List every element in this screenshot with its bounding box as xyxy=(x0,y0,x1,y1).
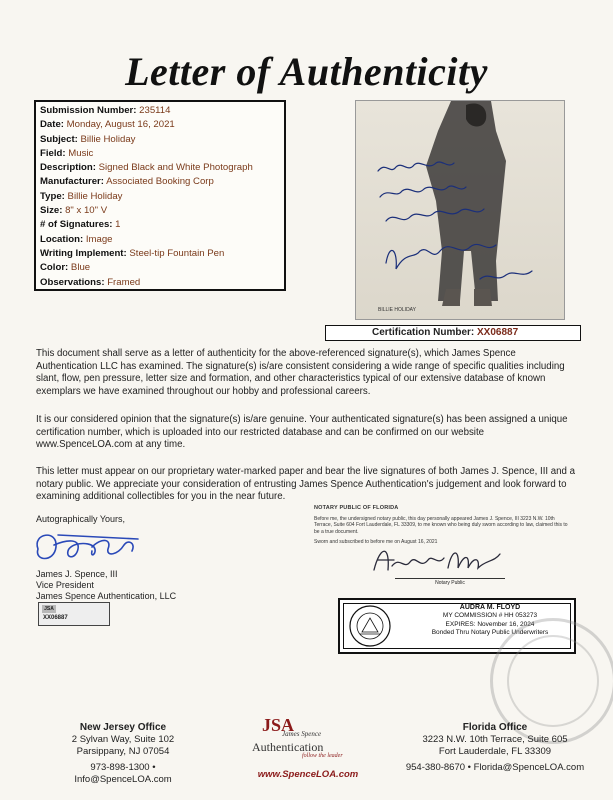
stamp-name: AUDRA M. FLOYD xyxy=(459,604,521,611)
office-florida xyxy=(395,722,595,774)
certification-number xyxy=(325,325,581,341)
detail-value: Framed xyxy=(107,276,141,288)
detail-label: Date: xyxy=(40,119,64,131)
detail-value: Associated Booking Corp xyxy=(106,176,214,188)
detail-label: Submission Number: xyxy=(40,105,137,116)
closing-text: Autographically Yours, xyxy=(36,514,126,524)
detail-row-color xyxy=(40,261,280,275)
page-title: Letter of Authenticity xyxy=(125,49,488,94)
office-heading: New Jersey Office xyxy=(79,722,167,733)
detail-row-signatures xyxy=(40,218,280,232)
notary-body: Before me, the undersigned notary public, this day personally appeared James J. Spence, III 3223 N.W. 10th Terrace, Suite 604 Fort Lauderdale, FL 33309, to me known who being duly sworn according to law, claimed this to be a true document. xyxy=(314,515,568,535)
signoff-block xyxy=(36,514,236,602)
office-new-jersey xyxy=(48,722,198,786)
office-address-1: 3223 N.W. 10th Terrace, Suite 605 xyxy=(422,734,568,745)
stamp-expires: EXPIRES: November 16, 2024 xyxy=(445,620,535,628)
detail-label: Description: xyxy=(40,162,96,174)
paragraph-3: This letter must appear on our proprietary water-marked paper and bear the live signatures of both James J. Spence, III and a notary public. We appreciate your consideration of entrusting James Spence Authentication's judgement and look forward to examining additional collectibles for you in the near future. xyxy=(36,466,576,503)
detail-label: Subject: xyxy=(40,133,78,145)
detail-label: Size: xyxy=(40,205,63,217)
detail-row-description xyxy=(40,161,280,175)
state-seal-icon xyxy=(348,604,392,648)
detail-value: Signed Black and White Photograph xyxy=(98,162,253,174)
detail-row-submission xyxy=(40,104,280,118)
notary-signature xyxy=(360,540,520,580)
detail-row-location xyxy=(40,233,280,247)
sticker-number: XX06887 xyxy=(43,615,68,621)
office-contact: 973-898-1300 • Info@SpenceLOA.com xyxy=(74,762,172,785)
office-address-1: 2 Sylvan Way, Suite 102 xyxy=(71,734,175,745)
detail-label: Color: xyxy=(40,262,69,274)
detail-value: Steel-tip Fountain Pen xyxy=(129,247,225,259)
office-address-2: Parsippany, NJ 07054 xyxy=(76,746,170,757)
detail-row-manufacturer xyxy=(40,175,280,189)
office-contact: 954-380-8670 • Florida@SpenceLOA.com xyxy=(405,762,585,773)
detail-label: Location: xyxy=(40,233,84,245)
jsa-logo xyxy=(238,716,373,782)
logo-jsa: JSA xyxy=(262,715,295,735)
detail-value: 8" x 10" V xyxy=(65,205,108,217)
detail-value: Blue xyxy=(70,262,91,274)
notary-role: Notary Public xyxy=(395,578,505,586)
photo-caption: BILLIE HOLIDAY xyxy=(378,307,416,313)
detail-label: Observations: xyxy=(40,276,105,288)
detail-row-size xyxy=(40,204,280,218)
cert-value: XX06887 xyxy=(477,327,519,338)
paragraph-1: This document shall serve as a letter of authenticity for the above-referenced signature(s), which James Spence Authentication LLC has examined. The signature(s) is/are consistent considering a wide range of specific qualities including slant, flow, pen pressure, letter size and formation, and other characteristics typical of our extensive database of known exemplars we have examined throughout our hobby and professional careers. xyxy=(36,348,565,397)
cert-label: Certification Number: xyxy=(372,327,475,338)
detail-label: Field: xyxy=(40,147,66,159)
jsa-hologram-sticker xyxy=(38,602,110,626)
detail-value: 235114 xyxy=(139,105,171,116)
paragraph-2: It is our considered opinion that the signature(s) is/are genuine. Your authenticated signature(s) has been assigned a unique certification number, which is uploaded into our restricted database and can be confirmed on our website www.SpenceLOA.com at any time. xyxy=(36,414,568,451)
notary-heading: NOTARY PUBLIC OF FLORIDA xyxy=(314,505,399,511)
detail-row-type xyxy=(40,190,280,204)
office-address-2: Fort Lauderdale, FL 33309 xyxy=(438,746,552,757)
detail-value: Billie Holiday xyxy=(67,190,123,202)
detail-value: Music xyxy=(68,147,94,159)
detail-row-observations xyxy=(40,276,280,290)
signer-title: Vice President xyxy=(36,580,94,590)
notary-sworn: Sworn and subscribed to before me on August 16, 2021 xyxy=(314,539,438,545)
detail-row-field xyxy=(40,147,280,161)
detail-value: 1 xyxy=(115,219,121,231)
logo-tagline: follow the leader xyxy=(302,753,343,759)
spence-signature xyxy=(28,525,148,567)
logo-spence: James Spence xyxy=(282,730,322,738)
detail-value: Billie Holiday xyxy=(80,133,136,145)
website-link[interactable]: www.SpenceLOA.com xyxy=(257,769,359,780)
photo-figure xyxy=(356,101,564,319)
signer-company: James Spence Authentication, LLC xyxy=(36,591,177,601)
detail-label: Manufacturer: xyxy=(40,176,104,188)
details-box xyxy=(34,100,286,291)
detail-label: Type: xyxy=(40,190,65,202)
signed-photograph xyxy=(355,100,565,320)
signer-name: James J. Spence, III xyxy=(36,569,118,579)
embossed-seal-inner xyxy=(507,635,599,727)
detail-label: Writing Implement: xyxy=(40,247,127,259)
detail-value: Monday, August 16, 2021 xyxy=(66,119,175,131)
stamp-bonded: Bonded Thru Notary Public Underwriters xyxy=(431,629,549,637)
detail-row-date xyxy=(40,118,280,132)
stamp-commission: MY COMMISSION # HH 053273 xyxy=(442,612,538,620)
jsa-mini-logo: JSA xyxy=(42,605,56,613)
detail-row-subject xyxy=(40,133,280,147)
detail-value: Image xyxy=(85,233,113,245)
office-heading: Florida Office xyxy=(462,722,528,733)
detail-row-implement xyxy=(40,247,280,261)
logo-authentication: Authentication xyxy=(252,740,324,754)
detail-label: # of Signatures: xyxy=(40,219,113,231)
